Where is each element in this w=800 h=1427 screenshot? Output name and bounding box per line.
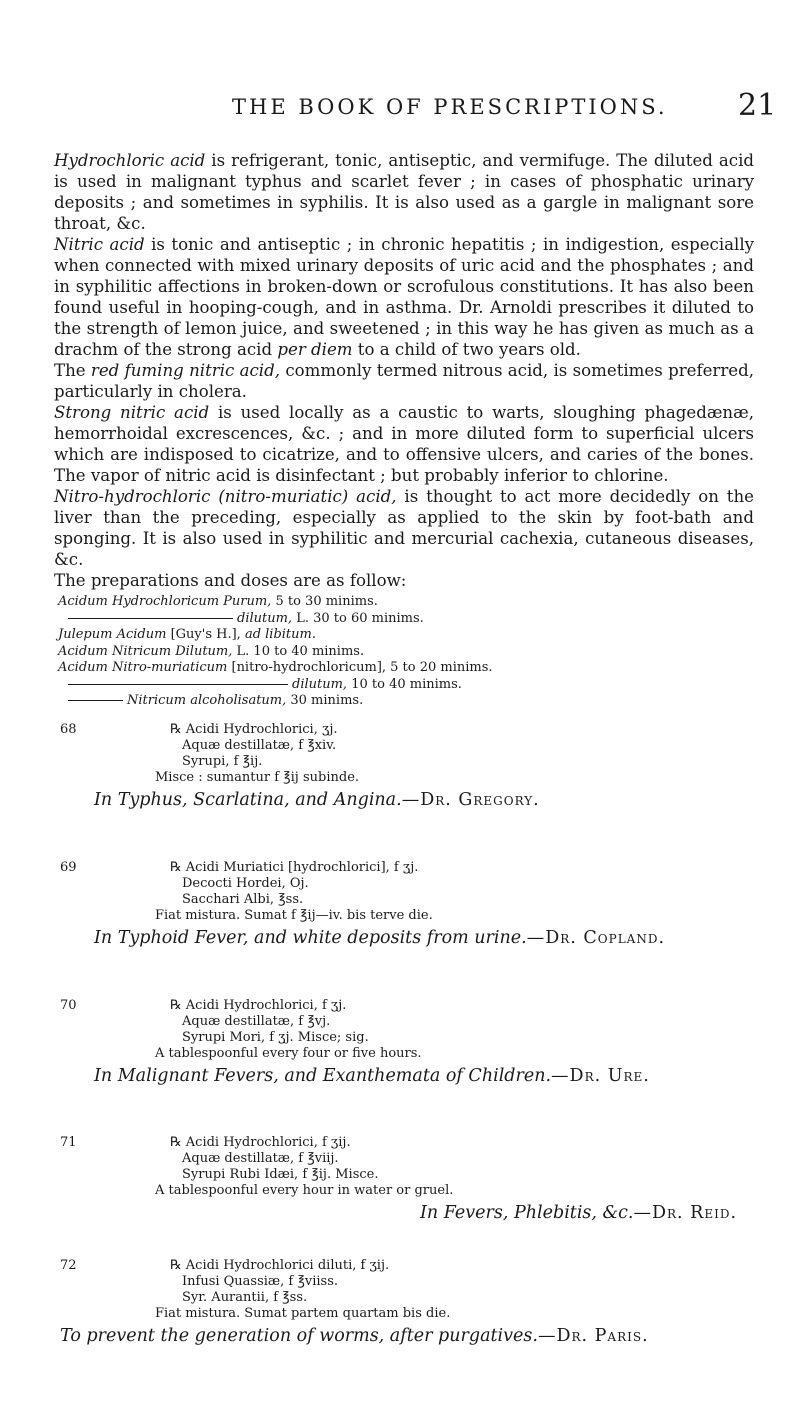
formulary-item: Nitricum alcoholisatum, 30 minims. bbox=[58, 693, 758, 710]
paragraph-preparations-intro: The preparations and doses are as follow: bbox=[54, 571, 407, 590]
formulary-item: Julepum Acidum [Guy's H.], ad libitum. bbox=[58, 627, 316, 642]
prescription-title: In Typhoid Fever, and white deposits from urine.—Dr. Copland. bbox=[94, 928, 666, 948]
ditto-rule bbox=[68, 618, 233, 619]
directions: A tablespoonful every hour in water or gruel. bbox=[155, 1183, 454, 1198]
ingredient: Syr. Aurantii, f ℥ss. bbox=[182, 1290, 308, 1305]
ditto-rule bbox=[68, 684, 288, 685]
directions: A tablespoonful every four or five hours. bbox=[155, 1046, 422, 1061]
running-title: THE BOOK OF PRESCRIPTIONS. bbox=[232, 95, 668, 119]
page-header bbox=[0, 88, 800, 135]
directions: Misce : sumantur f ℥ij subinde. bbox=[155, 770, 360, 785]
ingredient: Sacchari Albi, ℥ss. bbox=[182, 892, 304, 907]
term-nitric-acid: Nitric acid bbox=[54, 235, 145, 254]
directions: Fiat mistura. Sumat f ℥ij—iv. bis terve die. bbox=[155, 908, 433, 923]
formulary-item: Acidum Nitro-muriaticum [nitro-hydrochloricum], 5 to 20 minims. bbox=[58, 660, 493, 675]
prescription-number: 68 bbox=[60, 722, 77, 737]
prescription-72 bbox=[60, 1258, 760, 1347]
rx-line: ℞ Acidi Hydrochlorici, ʒj. bbox=[170, 722, 338, 737]
formulary-item: dilutum, L. 30 to 60 minims. bbox=[58, 611, 758, 628]
ingredient: Decocti Hordei, Oj. bbox=[182, 876, 309, 891]
page-number: 21 bbox=[738, 88, 777, 123]
body-text bbox=[54, 150, 754, 591]
paragraph-hydrochloric: Hydrochloric acid is refrigerant, tonic, antiseptic, and vermifuge. The diluted acid is used in malignant typhus and scarlet fever ; in cases of phosphatic urinary deposits ; and sometimes in syphilis. It is also used as a gargle in malignant sore throat, &c. bbox=[54, 151, 754, 233]
term-hydrochloric-acid: Hydrochloric acid bbox=[54, 151, 206, 170]
ingredient: Syrupi Mori, f ʒj. Misce; sig. bbox=[182, 1030, 369, 1045]
prescription-number: 69 bbox=[60, 860, 77, 875]
paragraph-nitric: Nitric acid is tonic and antiseptic ; in chronic hepatitis ; in indigestion, especially when connected with mixed urinary deposits of uric acid and the phosphates ; and in syphilitic affections in broken-down or scrofulous constitutions. It has also been found useful in hooping-cough, and in asthma. Dr. Arnoldi prescribes it diluted to the strength of lemon juice, and sweetened ; in this way he has given as much as a drachm of the strong acid per diem to a child of two years old. bbox=[54, 235, 755, 359]
ingredient: Infusi Quassiæ, f ℥viiss. bbox=[182, 1274, 339, 1289]
prescription-title: To prevent the generation of worms, after purgatives.—Dr. Paris. bbox=[60, 1326, 649, 1346]
rx-line: ℞ Acidi Hydrochlorici, f ʒij. bbox=[170, 1135, 351, 1150]
formulary-list bbox=[58, 594, 758, 710]
term-nitro-hydrochloric: Nitro-hydrochloric (nitro-muriatic) acid, bbox=[54, 487, 397, 506]
prescription-70 bbox=[60, 998, 760, 1087]
ditto-rule bbox=[68, 700, 123, 701]
prescription-68 bbox=[60, 722, 760, 811]
ingredient: Aquæ destillatæ, f ℥vj. bbox=[182, 1014, 331, 1029]
prescription-69 bbox=[60, 860, 760, 949]
prescription-title: In Malignant Fevers, and Exanthemata of Children.—Dr. Ure. bbox=[94, 1066, 650, 1086]
paragraph-strong-nitric: Strong nitric acid is used locally as a caustic to warts, sloughing phagedænæ, hemorrhoidal excrescences, &c. ; and in more diluted form to superficial ulcers which are indisposed to cicatrize, and to offensive ulcers, and caries of the bones. The vapor of nitric acid is disinfectant ; but probably inferior to chlorine. bbox=[54, 403, 754, 485]
paragraph-red-fuming: The red fuming nitric acid, commonly termed nitrous acid, is sometimes preferred, particularly in cholera. bbox=[54, 361, 754, 401]
term-strong-nitric: Strong nitric acid bbox=[54, 403, 210, 422]
formulary-item: Acidum Nitricum Dilutum, L. 10 to 40 minims. bbox=[58, 643, 365, 659]
prescription-number: 72 bbox=[60, 1258, 77, 1273]
prescription-number: 71 bbox=[60, 1135, 77, 1150]
rx-line: ℞ Acidi Hydrochlorici, f ʒj. bbox=[170, 998, 347, 1013]
ingredient: Aquæ destillatæ, f ℥viij. bbox=[182, 1151, 339, 1166]
prescription-71 bbox=[60, 1135, 760, 1224]
directions: Fiat mistura. Sumat partem quartam bis die. bbox=[155, 1306, 451, 1321]
prescription-title: In Fevers, Phlebitis, &c.—Dr. Reid. bbox=[420, 1203, 738, 1223]
formulary-item: dilutum, 10 to 40 minims. bbox=[58, 677, 758, 694]
ingredient: Syrupi Rubi Idæi, f ℥ij. Misce. bbox=[182, 1167, 379, 1182]
formulary-item: Acidum Hydrochloricum Purum, 5 to 30 minims. bbox=[58, 594, 378, 609]
rx-line: ℞ Acidi Muriatici [hydrochlorici], f ʒj. bbox=[170, 860, 419, 875]
prescription-title: In Typhus, Scarlatina, and Angina.—Dr. Gregory. bbox=[94, 790, 540, 810]
paragraph-nitro-hydrochloric: Nitro-hydrochloric (nitro-muriatic) acid, is thought to act more decidedly on the liver than the preceding, especially as applied to the skin by foot-bath and sponging. It is also used in syphilitic and mercurial cachexia, cutaneous diseases, &c. bbox=[54, 487, 754, 569]
ingredient: Syrupi, f ℥ij. bbox=[182, 754, 263, 769]
ingredient: Aquæ destillatæ, f ℥xiv. bbox=[182, 738, 337, 753]
prescription-number: 70 bbox=[60, 998, 77, 1013]
term-red-fuming: red fuming nitric acid, bbox=[90, 361, 281, 380]
rx-line: ℞ Acidi Hydrochlorici diluti, f ʒij. bbox=[170, 1258, 390, 1273]
